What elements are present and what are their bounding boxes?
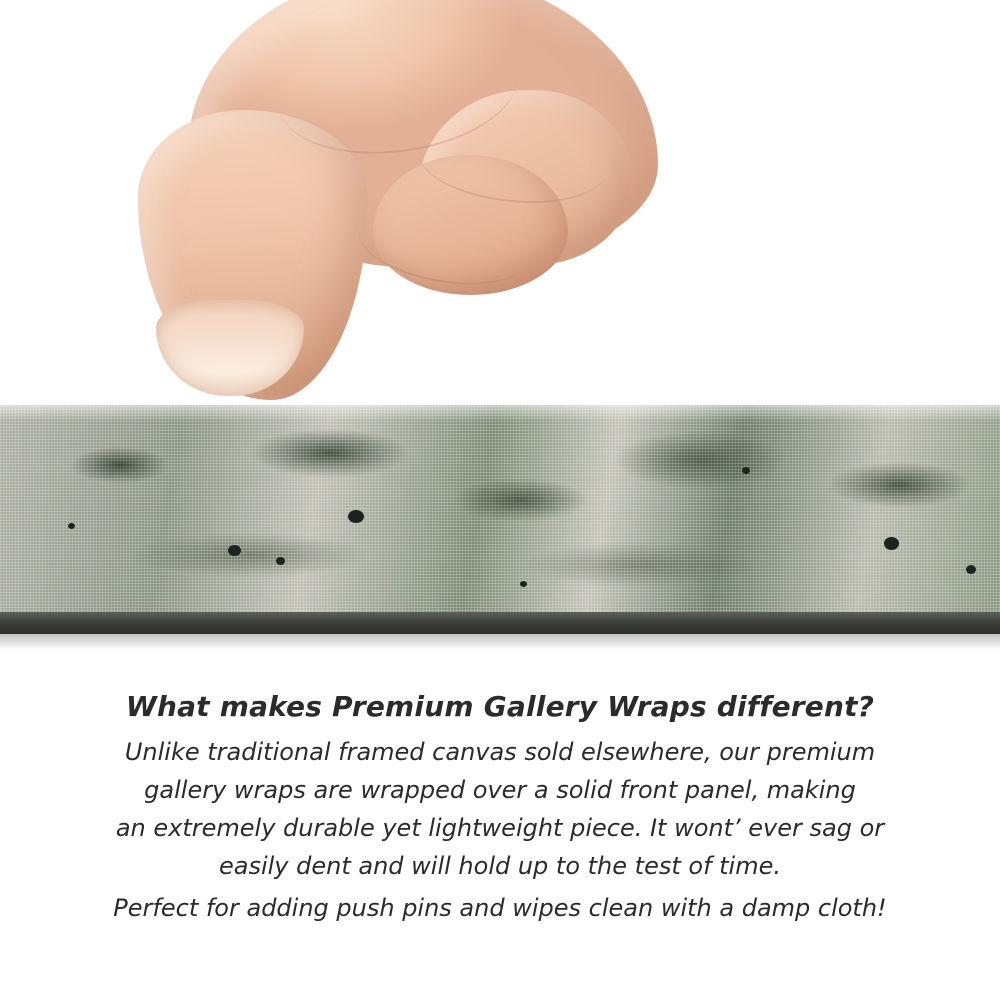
hand-illustration [118,0,638,440]
paint-speck [966,565,976,574]
canvas-drop-shadow [0,634,1000,650]
canvas-edge-strip [0,405,1000,620]
canvas-top-highlight [0,405,1000,421]
caption-line: gallery wraps are wrapped over a solid front panel, making [144,776,856,804]
paint-speck [228,545,241,556]
caption-line: easily dent and will hold up to the test of time. [218,852,781,880]
paint-speck [520,581,527,587]
paint-speck [884,537,899,550]
caption-closing-line: Perfect for adding push pins and wipes clean with a damp cloth! [113,894,887,922]
caption-heading: What makes Premium Gallery Wraps different? [125,690,875,723]
caption-line: Unlike traditional framed canvas sold elsewhere, our premium [124,738,876,766]
caption-line: an extremely durable yet lightweight piece. It wont’ ever sag or [115,814,885,842]
paint-speck [348,510,364,523]
canvas-weave-overlay [0,405,1000,620]
paint-speck [68,523,75,529]
paint-speck [742,467,750,474]
caption-block [0,690,1000,927]
paint-speck [276,557,285,565]
canvas-bottom-bevel [0,612,1000,634]
